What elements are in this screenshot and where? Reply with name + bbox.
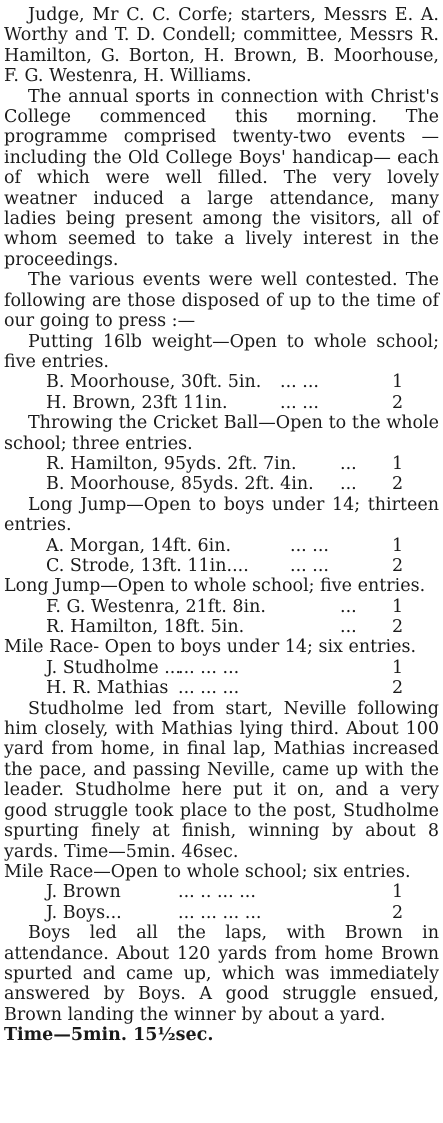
result-dots: ... ... ... <box>178 657 240 678</box>
result-place: 1 <box>392 882 404 903</box>
result-name: B. Moorhouse, 30ft. 5in. <box>46 372 262 393</box>
studholme-report: Studholme led from start, Neville following him closely, with Mathias lying third. About 100 yard from home, in final lap, Mathias increased the pace, and passing Neville, came up with the leader. Studholme here put it on, and a very good struggle took place to the post, Studholme spurting finely at finish, winning by about 8 yards. Time—5min. 46sec. <box>4 698 439 862</box>
result-name: J. Studholme ... <box>46 657 181 678</box>
event-title: Long Jump—Open to whole school; five entries. <box>4 576 426 597</box>
result-line <box>4 903 439 923</box>
result-dots: ... ... <box>290 535 329 556</box>
result-dots: ... .. ... ... <box>178 882 256 903</box>
result-place: 1 <box>392 372 404 393</box>
result-dots: ... <box>340 453 357 474</box>
result-place: 1 <box>392 535 404 556</box>
closing-time: Time—5min. 15½sec. <box>4 1025 214 1046</box>
result-place: 1 <box>392 657 404 678</box>
result-place: 2 <box>392 474 404 495</box>
result-line <box>4 556 439 576</box>
result-dots: ... <box>340 474 357 495</box>
result-dots: ... ... ... <box>178 678 240 699</box>
result-name: R. Hamilton, 95yds. 2ft. 7in. <box>46 453 297 474</box>
result-dots: ... ... <box>290 555 329 576</box>
result-name: B. Moorhouse, 85yds. 2ft. 4in. <box>46 474 314 495</box>
result-line <box>4 882 439 902</box>
result-name: C. Strode, 13ft. 11in.... <box>46 555 249 576</box>
result-line <box>4 393 439 413</box>
result-place: 2 <box>392 678 404 699</box>
result-line <box>4 617 439 637</box>
result-dots: ... <box>340 617 357 638</box>
result-dots: ... ... ... ... <box>178 902 262 923</box>
result-dots: ... ... <box>280 372 319 393</box>
result-line <box>4 536 439 556</box>
result-name: J. Boys... <box>46 902 122 923</box>
result-line <box>4 658 439 678</box>
result-name: H. R. Mathias <box>46 678 169 699</box>
boys-report: Boys led all the laps, with Brown in attendance. About 120 yards from home Brown spurted and came up, which was immediately answered by Boys. A good struggle ensued, Brown landing the winner by about a yard. <box>4 923 439 1025</box>
result-place: 2 <box>392 617 404 638</box>
contested-paragraph: The various events were well contested. The following are those disposed of up to the time of our going to press :— <box>4 270 439 332</box>
event-title: Mile Race- Open to boys under 14; six entries. <box>4 637 417 658</box>
result-dots: ... ... <box>280 392 319 413</box>
result-dots: ... <box>340 596 357 617</box>
result-name: J. Brown <box>46 882 121 903</box>
result-place: 2 <box>392 555 404 576</box>
intro-paragraph: The annual sports in connection with Christ's College commenced this morning. The programme comprised twenty-two events —including the Old College Boys' handicap— each of which were well filled. The very lovely weatner induced a large attendance, many ladies being present among the visitors, all of whom seemed to take a lively interest in the proceedings. <box>4 86 439 270</box>
event-title: Throwing the Cricket Ball—Open to the whole school; three entries. <box>4 413 439 454</box>
event-title: Putting 16lb weight—Open to whole school; five entries. <box>4 331 439 372</box>
result-name: H. Brown, 23ft 11in. <box>46 392 228 413</box>
event-title: Long Jump—Open to boys under 14; thirteen entries. <box>4 494 439 536</box>
result-line <box>4 597 439 617</box>
result-name: A. Morgan, 14ft. 6in. <box>46 535 232 556</box>
result-name: F. G. Westenra, 21ft. 8in. <box>46 596 266 617</box>
result-place: 1 <box>392 453 404 474</box>
result-place: 1 <box>392 596 404 617</box>
result-line <box>4 372 439 392</box>
officials-paragraph: Judge, Mr C. C. Corfe; starters, Messrs E. A. Worthy and T. D. Condell; committee, Messrs R. Hamilton, G. Borton, H. Brown, B. Moorhouse, F. G. Westenra, H. Williams. <box>4 5 439 87</box>
result-name: R. Hamilton, 18ft. 5in. <box>46 617 245 638</box>
result-line <box>4 474 439 494</box>
result-line <box>4 678 439 698</box>
result-place: 2 <box>392 392 404 413</box>
result-line <box>4 454 439 474</box>
result-place: 2 <box>392 902 404 923</box>
event-title: Mile Race—Open to whole school; six entries. <box>4 861 411 882</box>
